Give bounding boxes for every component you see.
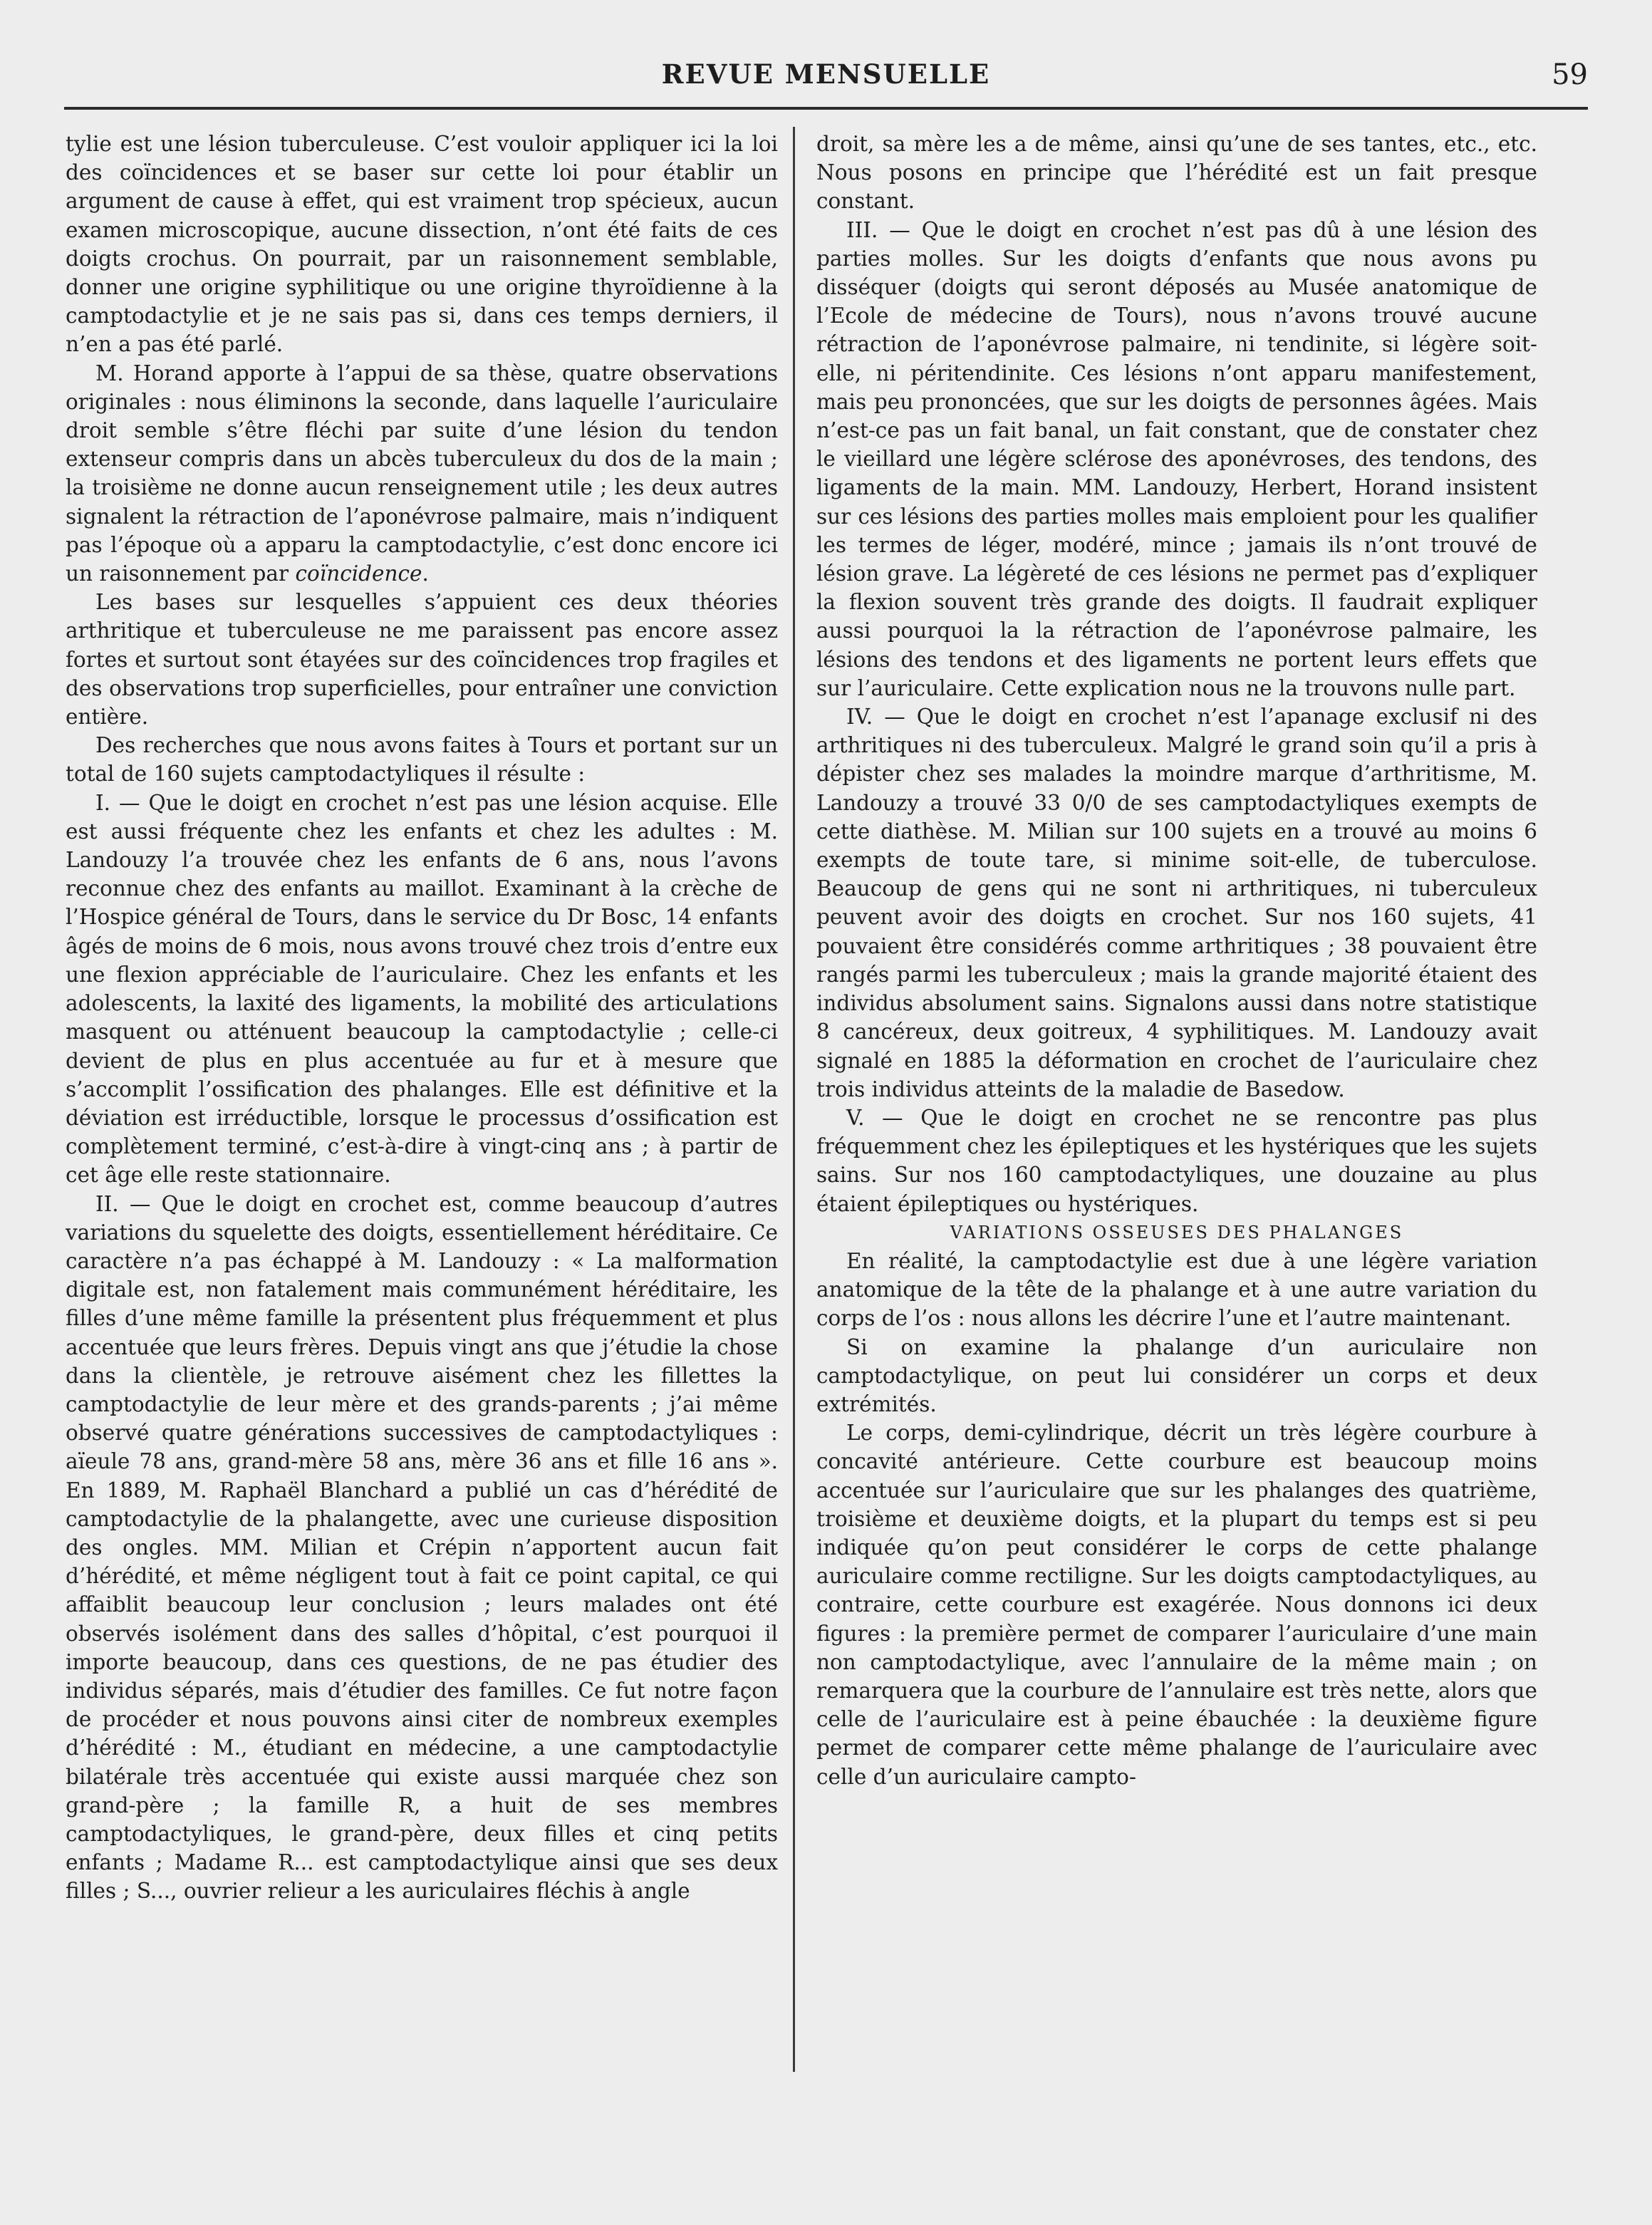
header-rule xyxy=(64,107,1588,110)
paragraph: Si on examine la phalange d’un auriculaire non camptodactylique, on peut lui considérer un corps et deux extrémités. xyxy=(816,1334,1537,1416)
paragraph-text: . xyxy=(422,561,429,586)
paragraph: tylie est une lésion tuberculeuse. C’est vouloir appliquer ici la loi des coïncidences et se baser sur cette loi pour établir un argument de cause à effet, qui est vraiment trop spécieux, aucun examen microscopique, aucune dissection, n’ont été faits de ces doigts crochus. On pourrait, par un raisonnement semblable, donner une origine syphilitique ou une origine thyroïdienne à la camptodactylie et je ne sais pas si, dans ces temps derniers, il n’en a pas été parlé. xyxy=(66,132,778,357)
page-number: 59 xyxy=(1552,58,1588,91)
paragraph-text: M. Horand apporte à l’appui de sa thèse, quatre observations originales : nous éliminons la seconde, dans laquelle l’auriculaire droit semble s’être fléchi par suite d’une lésion du tendon extenseur compris dans un abcès tuberculeux du dos de la main ; la troisième ne donne aucun renseignement utile ; les deux autres signalent la rétraction de l’aponévrose palmaire, mais n’indiquent pas l’époque où a apparu la camptodactylie, c’est donc encore ici un raisonnement par xyxy=(66,361,778,586)
running-head xyxy=(64,58,1588,101)
paragraph: Des recherches que nous avons faites à Tours et portant sur un total de 160 sujets camptodactyliques il résulte : xyxy=(66,733,778,787)
paragraph: Le corps, demi-cylindrique, décrit un très légère courbure à concavité antérieure. Cette courbure est beaucoup moins accentuée sur l’auriculaire que sur les phalanges des quatrième, troisième et deuxième doigts, et la plupart du temps est si peu indiquée qu’on peut considérer le corps de cette phalange auriculaire comme rectiligne. Sur les doigts camptodactyliques, au contraire, cette courbure est exagérée. Nous donnons ici deux figures : la première permet de comparer l’auriculaire d’une main non camptodactylique, avec l’annulaire de la même main ; on remarquera que la courbure de l’annulaire est très nette, alors que celle de l’auriculaire est à peine ébauchée : la deuxième figure permet de comparer cette même phalange de l’auriculaire avec celle d’un auriculaire campto- xyxy=(816,1421,1537,1789)
paragraph: II. — Que le doigt en crochet est, comme beaucoup d’autres variations du squelette des doigts, essentiellement héréditaire. Ce caractère n’a pas échappé à M. Landouzy : « La malformation digitale est, non fatalement mais communément héréditaire, les filles d’une même famille la présentent plus fréquemment et plus accentuée que leurs frères. Depuis vingt ans que j’étudie la chose dans la clientèle, je retrouve aisément chez les fillettes la camptodactylie de leur mère et des grands-parents ; j’ai même observé quatre générations successives de camptodactyliques : aïeule 78 ans, grand-mère 58 ans, mère 36 ans et fille 16 ans ». En 1889, M. Raphaël Blanchard a publié un cas d’hérédité de camptodactylie de la phalangette, avec une curieuse disposition des ongles. MM. Milian et Crépin n’apportent aucun fait d’hérédité, et même négligent tout à fait ce point capital, ce qui affaiblit beaucoup leur conclusion ; leurs malades ont été observés isolément dans des salles d’hôpital, c’est pourquoi il importe beaucoup, dans ces questions, de ne pas étudier des individus séparés, mais d’étudier des familles. Ce fut notre façon de procéder et nous pouvons ainsi citer de nombreux exemples d’hérédité : M., étudiant en médecine, a une camptodactylie bilatérale très accentuée qui existe aussi marquée chez son grand-père ; la famille R, a huit de ses membres camptodactyliques, le grand-père, deux filles et cinq petits enfants ; Madame R... est camptodactylique ainsi que ses deux filles ; S..., ouvrier relieur a les auriculaires fléchis à angle xyxy=(66,1191,778,1904)
paragraph: droit, sa mère les a de même, ainsi qu’une de ses tantes, etc., etc. Nous posons en principe que l’hérédité est un fait presque constant. xyxy=(816,132,1537,214)
column-rule xyxy=(793,127,795,2072)
paragraph: I. — Que le doigt en crochet n’est pas une lésion acquise. Elle est aussi fréquente chez les enfants et chez les adultes : M. Landouzy l’a trouvée chez les enfants de 6 ans, nous l’avons reconnue chez des enfants au maillot. Examinant à la crèche de l’Hospice général de Tours, dans le service du Dr Bosc, 14 enfants âgés de moins de 6 mois, nous avons trouvé chez trois d’entre eux une flexion appréciable de l’auriculaire. Chez les enfants et les adolescents, la laxité des ligaments, la mobilité des articulations masquent ou atténuent beaucoup la camptodactylie ; celle-ci devient de plus en plus accentuée au fur et à mesure que s’accomplit l’ossification des phalanges. Elle est définitive et la déviation est irréductible, lorsque le processus d’ossification est complètement terminé, c’est-à-dire à vingt-cinq ans ; à partir de cet âge elle reste stationnaire. xyxy=(66,790,778,1188)
paragraph: III. — Que le doigt en crochet n’est pas dû à une lésion des parties molles. Sur les doigts d’enfants que nous avons pu disséquer (doigts qui seront déposés au Musée anatomique de l’Ecole de médecine de Tours), nous n’avons trouvé aucune rétraction de l’aponévrose palmaire, ni tendinite, si légère soit-elle, ni péritendinite. Ces lésions n’ont apparu manifestement, mais peu prononcées, que sur les doigts de personnes âgées. Mais n’est-ce pas un fait banal, un fait constant, que de constater chez le vieillard une légère sclérose des aponévroses, des tendons, des ligaments de la main. MM. Landouzy, Herbert, Horand insistent sur ces lésions des parties molles mais emploient pour les qualifier les termes de léger, modéré, mince ; jamais ils n’ont trouvé de lésion grave. La légèreté de ces lésions ne permet pas d’expliquer la flexion souvent très grande des doigts. Il faudrait expliquer aussi pourquoi la la rétraction de l’aponévrose palmaire, les lésions des tendons et des ligaments ne portent leurs effets que sur l’auriculaire. Cette explication nous ne la trouvons nulle part. xyxy=(816,217,1537,700)
paragraph: En réalité, la camptodactylie est due à une légère variation anatomique de la tête de la phalange et à une autre variation du corps de l’os : nous allons les décrire l’une et l’autre maintenant. xyxy=(816,1248,1537,1331)
right-column xyxy=(816,130,1537,1791)
left-column xyxy=(66,130,778,1906)
paragraph: Les bases sur lesquelles s’appuient ces deux théories arthritique et tuberculeuse ne me paraissent pas encore assez fortes et surtout sont étayées sur des coïncidences trop fragiles et des observations trop superficielles, pour entraîner une conviction entière. xyxy=(66,590,778,730)
section-heading: VARIATIONS OSSEUSES DES PHALANGES xyxy=(950,1222,1404,1243)
running-title: REVUE MENSUELLE xyxy=(661,58,991,90)
emphasis-text: coïncidence xyxy=(295,561,422,586)
paragraph xyxy=(66,359,778,588)
paragraph: IV. — Que le doigt en crochet n’est l’apanage exclusif ni des arthritiques ni des tuberculeux. Malgré le grand soin qu’il a pris à dépister chez ses malades la moindre marque d’arthritisme, M. Landouzy a trouvé 33 0/0 de ses camptodactyliques exempts de cette diathèse. M. Milian sur 100 sujets en a trouvé au moins 6 exempts de toute tare, si minime soit-elle, de tuberculose. Beaucoup de gens qui ne sont ni arthritiques, ni tuberculeux peuvent avoir des doigts en crochet. Sur nos 160 sujets, 41 pouvaient être considérés comme arthritiques ; 38 pouvaient être rangés parmi les tuberculeux ; mais la grande majorité étaient des individus absolument sains. Signalons aussi dans notre statistique 8 cancéreux, deux goitreux, 4 syphilitiques. M. Landouzy avait signalé en 1885 la déformation en crochet de l’auriculaire chez trois individus atteints de la maladie de Basedow. xyxy=(816,705,1537,1101)
paragraph: V. — Que le doigt en crochet ne se rencontre pas plus fréquemment chez les épileptiques et les hystériques que les sujets sains. Sur nos 160 camptodactyliques, une douzaine au plus étaient épileptiques ou hystériques. xyxy=(816,1105,1537,1216)
